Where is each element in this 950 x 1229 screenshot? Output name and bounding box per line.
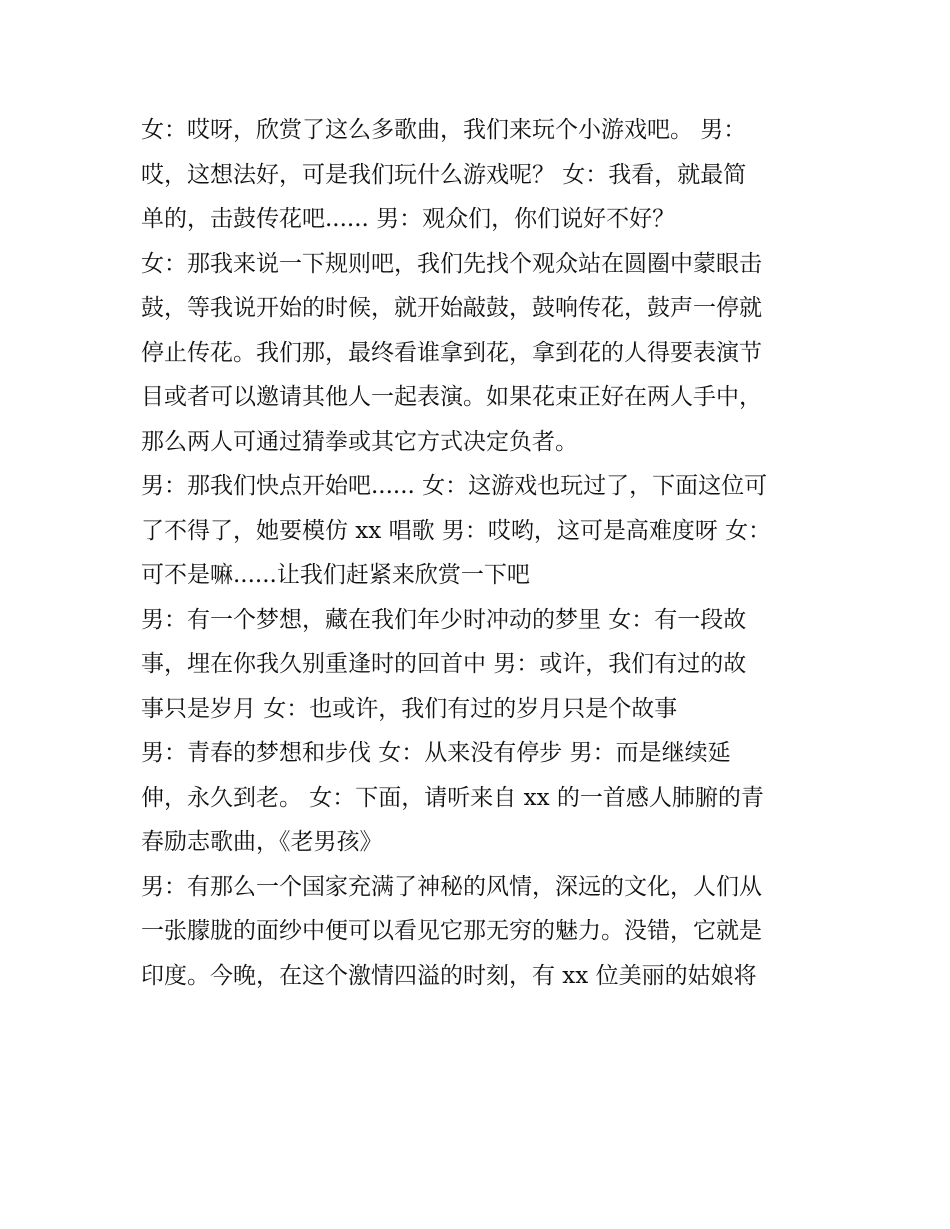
document-body — [141, 108, 813, 998]
text-line: 男：有那么一个国家充满了神秘的风情，深远的文化，人们从 — [141, 873, 762, 900]
text-line: 女：哎呀，欣赏了这么多歌曲，我们来玩个小游戏吧。 男： — [141, 117, 747, 143]
text-line: 男：有一个梦想，藏在我们年少时冲动的梦里 女：有一段故 — [141, 606, 747, 633]
paragraph-game-rules — [141, 242, 813, 465]
text-line: 了不得了，她要模仿 xx 唱歌 男：哎哟，这可是高难度呀 女： — [141, 517, 772, 544]
text-line: 目或者可以邀请其他人一起表演。如果花束正好在两人手中， — [141, 384, 762, 410]
text-line: 事，埋在你我久别重逢时的回首中 男：或许，我们有过的故 — [141, 651, 747, 677]
text-line: 女：那我来说一下规则吧，我们先找个观众站在圆圈中蒙眼击 — [141, 250, 762, 277]
paragraph-imitation — [141, 464, 813, 598]
text-line: 那么两人可通过猜拳或其它方式决定负者。 — [141, 428, 578, 455]
text-line: 一张朦胧的面纱中便可以看见它那无穷的魅力。没错，它就是 — [141, 918, 762, 944]
text-line: 事只是岁月 女：也或许，我们有过的岁月只是个故事 — [141, 695, 678, 722]
text-line: 单的，击鼓传花吧...... 男：观众们，你们说好不好？ — [141, 206, 676, 232]
text-line: 伸，永久到老。 女：下面，请听来自 xx 的一首感人肺腑的青 — [141, 784, 764, 811]
text-line: 春励志歌曲，《老男孩》 — [141, 829, 383, 855]
paragraph-game-intro — [141, 108, 813, 242]
text-line: 可不是嘛......让我们赶紧来欣赏一下吧 — [141, 562, 530, 588]
paragraph-india-dance — [141, 865, 813, 999]
text-line: 男：青春的梦想和步伐 女：从来没有停步 男：而是继续延 — [141, 740, 731, 766]
text-line: 鼓，等我说开始的时候，就开始敲鼓，鼓响传花，鼓声一停就 — [141, 295, 762, 321]
text-line: 男：那我们快点开始吧...... 女：这游戏也玩过了，下面这位可 — [141, 473, 768, 499]
paragraph-youth-song — [141, 731, 813, 865]
text-line: 哎，这想法好，可是我们玩什么游戏呢？ 女：我看，就最简 — [141, 161, 747, 188]
paragraph-dream — [141, 598, 813, 732]
text-line: 停止传花。我们那，最终看谁拿到花，拿到花的人得要表演节 — [141, 339, 762, 366]
text-line: 印度。今晚，在这个激情四溢的时刻，有 xx 位美丽的姑娘将 — [141, 962, 757, 989]
